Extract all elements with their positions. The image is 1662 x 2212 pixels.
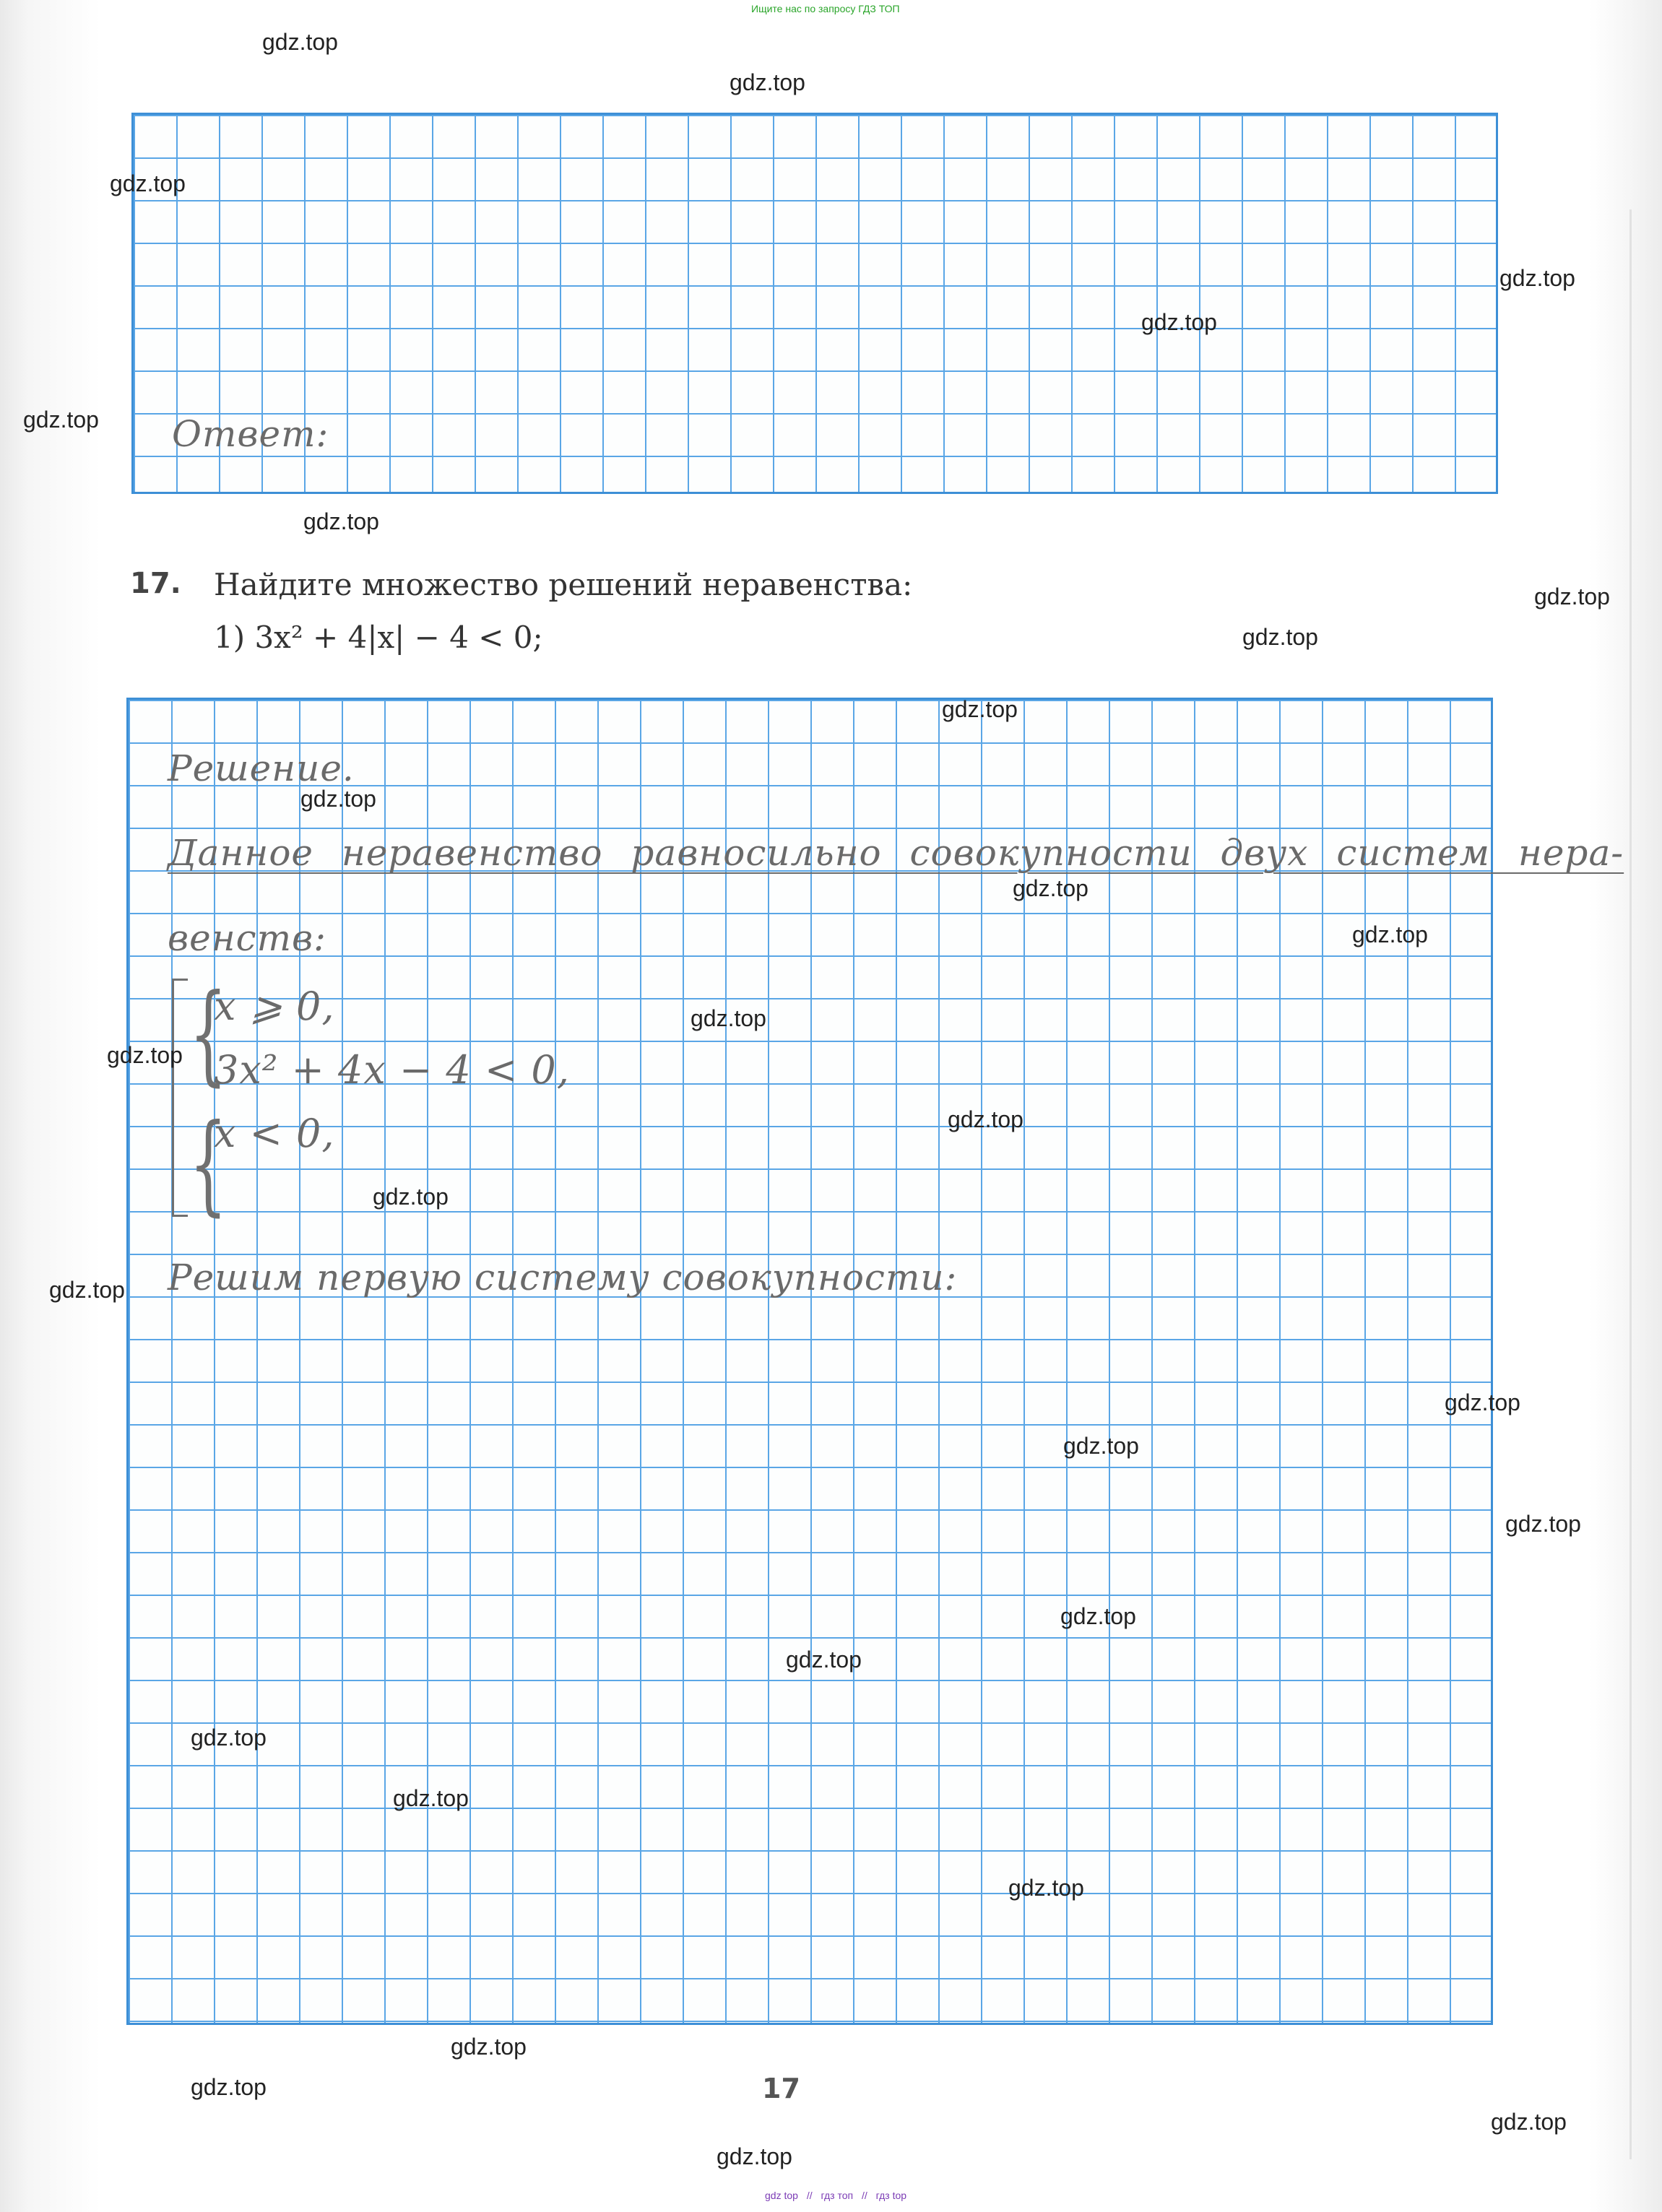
watermark: gdz.top (23, 407, 99, 433)
watermark: gdz.top (691, 1005, 766, 1031)
solution-grid (126, 698, 1493, 2025)
watermark: gdz.top (1445, 1389, 1520, 1415)
footer-note-part: гдз top (875, 2190, 907, 2201)
footer-note[interactable] (762, 2190, 909, 2201)
watermark: gdz.top (1534, 584, 1610, 610)
watermark: gdz.top (717, 2143, 792, 2169)
watermark: gdz.top (942, 696, 1018, 722)
watermark: gdz.top (1242, 624, 1318, 650)
solution-line-1: Данное неравенство равносильно совокупности двух систем нера- (168, 832, 1624, 874)
footer-note-part: гдз топ (821, 2190, 854, 2201)
watermark: gdz.top (786, 1647, 862, 1673)
set-bracket (172, 979, 188, 1217)
page-edge (1629, 209, 1632, 2159)
footer-note-separator: // (806, 2190, 813, 2201)
watermark: gdz.top (1491, 2109, 1567, 2135)
task-item: 1) 3x² + 4|x| − 4 < 0; (214, 620, 543, 655)
watermark: gdz.top (373, 1184, 449, 1210)
watermark: gdz.top (110, 170, 186, 196)
watermark: gdz.top (107, 1042, 183, 1068)
watermark: gdz.top (1499, 265, 1575, 291)
footer-note-separator: // (861, 2190, 867, 2201)
watermark: gdz.top (1505, 1511, 1581, 1537)
task-statement: Найдите множество решений неравенства: (214, 567, 913, 602)
solution-line-3: Решим первую систему совокупности: (168, 1257, 958, 1298)
answer-grid (131, 113, 1498, 494)
watermark: gdz.top (1063, 1433, 1139, 1459)
watermark: gdz.top (191, 2074, 267, 2100)
watermark: gdz.top (1008, 1875, 1084, 1901)
watermark: gdz.top (262, 29, 338, 55)
page-number: 17 (762, 2073, 800, 2104)
watermark: gdz.top (948, 1106, 1023, 1132)
watermark: gdz.top (1060, 1603, 1136, 1629)
solution-heading: Решение. (168, 747, 355, 789)
answer-label: Ответ: (172, 413, 329, 455)
system2-line1: x < 0, (214, 1111, 335, 1156)
watermark: gdz.top (1141, 309, 1217, 335)
solution-line-2: венств: (168, 917, 326, 959)
header-note[interactable]: Ищите нас по запросу ГДЗ ТОП (751, 3, 900, 14)
watermark: gdz.top (49, 1277, 125, 1303)
footer-note-part: gdz top (765, 2190, 798, 2201)
watermark: gdz.top (730, 69, 805, 95)
watermark: gdz.top (300, 786, 376, 812)
system-brace-1: { (189, 971, 228, 1097)
system1-line1: x ⩾ 0, (214, 984, 335, 1029)
task-number: 17. (130, 567, 181, 600)
system1-line2: 3x² + 4x − 4 < 0, (214, 1047, 570, 1093)
watermark: gdz.top (1352, 921, 1428, 947)
watermark: gdz.top (303, 508, 379, 534)
watermark: gdz.top (451, 2034, 527, 2060)
watermark: gdz.top (191, 1725, 267, 1751)
system-brace-2: { (189, 1101, 228, 1227)
watermark: gdz.top (1013, 875, 1088, 901)
watermark: gdz.top (393, 1785, 469, 1811)
